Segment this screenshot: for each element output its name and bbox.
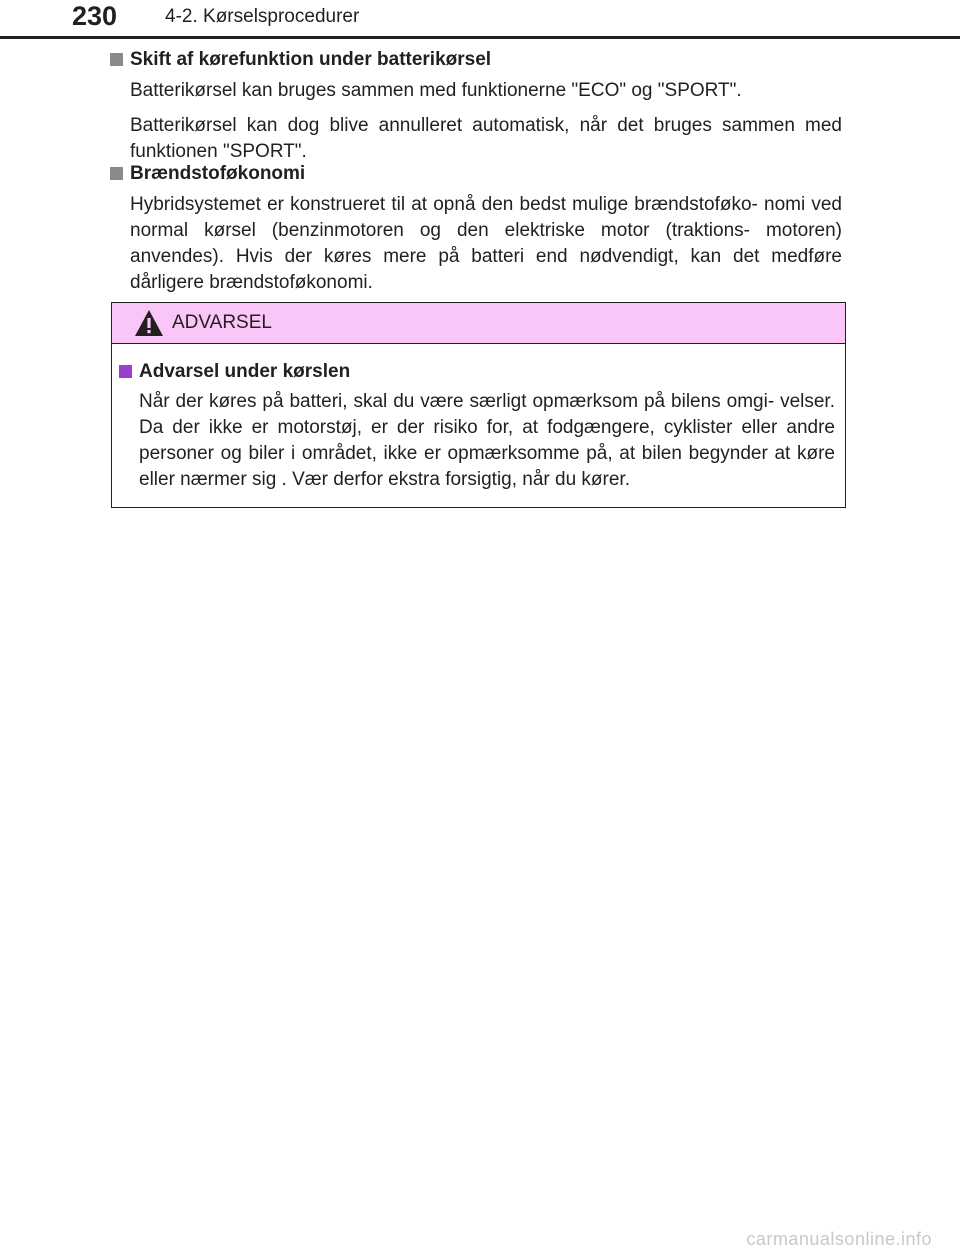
warning-body [119,359,835,493]
chapter-title: 4-2. Kørselsprocedurer [165,6,360,27]
warning-box [111,302,846,508]
header-divider [0,36,960,39]
warning-text: Når der køres på batteri, skal du være særligt opmærksom på bilens omgi- velser. Da der ikke er motorstøj, er der risiko for, at fodgængere, cyklister eller andre personer og biler i området, ikke er opmærksomme på, at bilen begynder at køre eller nærmer sig . Vær derfor ekstra forsigtig, når du kører. [139,391,835,490]
section-fuel-economy [110,161,842,296]
paragraph: Batterikørsel kan dog blive annulleret automatisk, når det bruges sammen med funktionen "SPORT". [130,115,842,162]
square-bullet-icon [119,365,132,378]
square-bullet-icon [110,53,123,66]
square-bullet-icon [110,167,123,180]
paragraph: Batterikørsel kan bruges sammen med funktionerne "ECO" og "SPORT". [130,80,742,101]
paragraph: Hybridsystemet er konstrueret til at opnå den bedst mulige brændstoføko- nomi ved normal kørsel (benzinmotoren og den elektriske motor (traktions- motoren) anvendes). Hvis der køres mere på batteri end nødvendigt, kan det medføre dårligere brændstoføkonomi. [130,194,842,293]
page-number: 230 [72,1,118,31]
section-drive-mode [110,47,842,165]
warning-heading: Advarsel under kørslen [119,359,835,385]
section-heading: Brændstoføkonomi [110,161,842,187]
warning-label: ADVARSEL [172,312,272,333]
warning-triangle-icon [134,309,164,337]
section-heading: Skift af kørefunktion under batterikørsel [110,47,842,73]
warning-header [112,303,845,344]
watermark: carmanualsonline.info [746,1229,932,1249]
